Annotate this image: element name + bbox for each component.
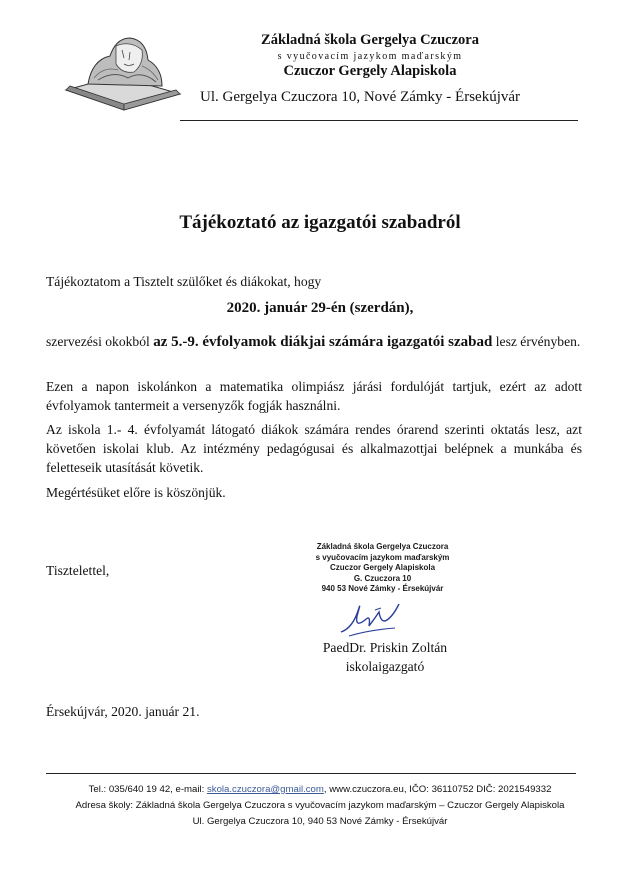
signer-title: iskolaigazgató — [345, 659, 425, 674]
footer-contact — [30, 784, 610, 795]
stamp-line-2: s vyučovacím jazykom maďarským — [315, 552, 450, 562]
paragraph-1-start: szervezési okokból — [46, 334, 154, 349]
footer-email-link[interactable]: skola.czuczora@gmail.com — [206, 784, 324, 795]
footer-address-1: Adresa školy: Základná škola Gergelya Czuczora s vyučovacím jazykom maďarským – Czuczor Gergely Alapiskola — [75, 800, 565, 811]
school-subtitle: s vyučovacím jazykom maďarským — [277, 51, 463, 62]
regards: Tisztelettel, — [46, 563, 110, 578]
footer-address-2: Ul. Gergelya Czuczora 10, 940 53 Nové Zámky - Érsekújvár — [192, 816, 448, 827]
footer-contact-b: , www.czuczora.eu, IČO: 36110752 DIČ: 2021549332 — [323, 784, 552, 795]
school-name-hu: Czuczor Gergely Alapiskola — [283, 63, 457, 79]
paragraph-3: Az iskola 1.- 4. évfolyamát látogató diákok számára rendes órarend szerinti oktatás lesz, azt követően iskolai klub. Az intézmény pedagógusai és alkalmazottjai belépnek a munkába és feletteseik utasítását követik. — [46, 422, 582, 475]
stamp-line-3: Czuczor Gergely Alapiskola — [329, 563, 436, 572]
school-logo — [58, 20, 188, 112]
school-address: Ul. Gergelya Czuczora 10, Nové Zámky - Érsekújvár — [200, 89, 521, 105]
paragraph-4: Megértésüket előre is köszönjük. — [46, 485, 226, 500]
footer-divider — [46, 773, 576, 774]
stamp-line-1: Základná škola Gergelya Czuczora — [316, 542, 449, 551]
school-name-sk: Základná škola Gergelya Czuczora — [261, 32, 479, 48]
intro-paragraph: Tájékoztatom a Tisztelt szülőket és diákokat, hogy — [46, 274, 322, 289]
header-divider — [180, 120, 578, 121]
paragraph-2: Ezen a napon iskolánkon a matematika olimpiász járási fordulóját tartjuk, ezért az adott évfolyamok tantermeit a versenyzők fogják használni. — [46, 379, 582, 413]
place-and-date: Érsekújvár, 2020. január 21. — [46, 704, 200, 719]
signature — [335, 598, 405, 640]
date-line: 2020. január 29-én (szerdán), — [226, 300, 414, 316]
document-title: Tájékoztató az igazgatói szabadról — [179, 212, 461, 233]
school-stamp — [280, 542, 485, 595]
stamp-line-5: 940 53 Nové Zámky - Érsekújvár — [321, 584, 444, 593]
stamp-line-4: G. Czuczora 10 — [353, 573, 412, 583]
paragraph-1 — [46, 332, 582, 352]
signer-name: PaedDr. Priskin Zoltán — [322, 640, 448, 655]
footer-contact-a: Tel.: 035/640 19 42, e-mail: — [88, 784, 207, 795]
paragraph-1-bold: az 5.-9. évfolyamok diákjai számára igazgatói szabad — [153, 334, 493, 350]
paragraph-1-end: lesz érvényben. — [492, 334, 581, 349]
